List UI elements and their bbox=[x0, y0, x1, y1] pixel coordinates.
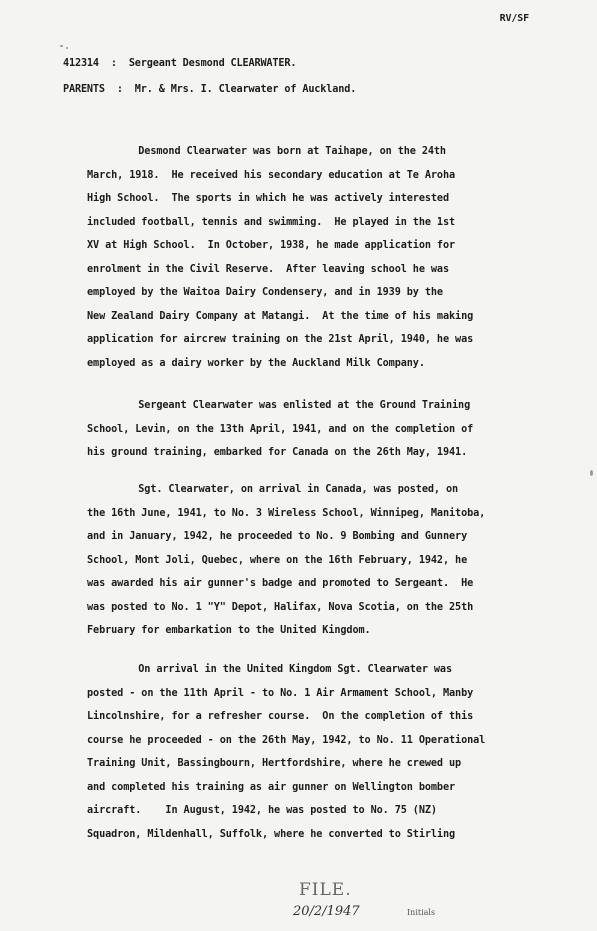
text-line: School, Mont Joli, Quebec, where on the 16th February, 1942, he bbox=[87, 554, 468, 566]
text-line: enrolment in the Civil Reserve. After leaving school he was bbox=[87, 263, 450, 275]
text-line: High School. The sports in which he was actively interested bbox=[87, 193, 450, 204]
text-line: School, Levin, on the 13th April, 1941, and on the completion of bbox=[87, 423, 474, 435]
text-line: Squadron, Mildenhall, Suffolk, where he converted to Stirling bbox=[87, 828, 456, 840]
text-line: course he proceeded - on the 26th May, 1942, to No. 11 Operational bbox=[87, 734, 486, 746]
text-line: On arrival in the United Kingdom Sgt. Clearwater was bbox=[90, 664, 453, 675]
text-line: employed by the Waitoa Dairy Condensery, and in 1939 by the bbox=[87, 287, 443, 298]
stamp-date: 20/2/1947 bbox=[293, 904, 360, 919]
text-line: was awarded his air gunner's badge and promoted to Sergeant. He bbox=[87, 578, 474, 589]
text-line: the 16th June, 1941, to No. 3 Wireless School, Winnipeg, Manitoba, bbox=[87, 507, 486, 519]
reference-code: RV/SF bbox=[499, 13, 529, 24]
text-line: New Zealand Dairy Company at Matangi. At the time of his making bbox=[87, 310, 474, 322]
text-line: and in January, 1942, he proceeded to No. 9 Bombing and Gunnery bbox=[87, 531, 468, 542]
service-number-line: 412314 : Sergeant Desmond CLEARWATER. bbox=[63, 58, 297, 69]
text-line: Desmond Clearwater was born at Taihape, on the 24th bbox=[90, 146, 446, 157]
stamp-file-label: FILE. bbox=[299, 880, 352, 900]
text-line: included football, tennis and swimming. He played in the 1st bbox=[87, 216, 456, 228]
scan-speck bbox=[590, 470, 593, 476]
text-line: was posted to No. 1 "Y" Depot, Halifax, Nova Scotia, on the 25th bbox=[87, 601, 474, 613]
text-line: Sgt. Clearwater, on arrival in Canada, was posted, on bbox=[90, 484, 459, 495]
paragraph-united-kingdom bbox=[87, 658, 585, 846]
text-line: application for aircrew training on the 21st April, 1940, he was bbox=[87, 334, 474, 345]
text-line: posted - on the 11th April - to No. 1 Air Armament School, Manby bbox=[87, 687, 474, 699]
text-line: employed as a dairy worker by the Auckland Milk Company. bbox=[87, 357, 425, 369]
paragraph-canada bbox=[87, 478, 585, 643]
paragraph-enlistment bbox=[87, 394, 585, 465]
file-stamp bbox=[285, 880, 465, 926]
text-line: his ground training, embarked for Canada on the 26th May, 1941. bbox=[87, 447, 468, 458]
text-line: XV at High School. In October, 1938, he made application for bbox=[87, 240, 456, 251]
parents-line: PARENTS : Mr. & Mrs. I. Clearwater of Auckland. bbox=[63, 84, 357, 95]
text-line: Sergeant Clearwater was enlisted at the Ground Training bbox=[90, 400, 471, 411]
text-line: February for embarkation to the United Kingdom. bbox=[87, 625, 371, 636]
text-line: March, 1918. He received his secondary education at Te Aroha bbox=[87, 169, 456, 181]
text-line: aircraft. In August, 1942, he was posted to No. 75 (NZ) bbox=[87, 805, 437, 816]
text-line: Training Unit, Bassingbourn, Hertfordshire, where he crewed up bbox=[87, 758, 462, 769]
scan-speck bbox=[60, 45, 63, 47]
text-line: Lincolnshire, for a refresher course. On the completion of this bbox=[87, 711, 474, 722]
paragraph-early-life bbox=[87, 140, 585, 375]
stamp-initials-label: Initials bbox=[407, 908, 436, 917]
scan-speck bbox=[66, 47, 68, 49]
text-line: and completed his training as air gunner on Wellington bomber bbox=[87, 781, 456, 793]
